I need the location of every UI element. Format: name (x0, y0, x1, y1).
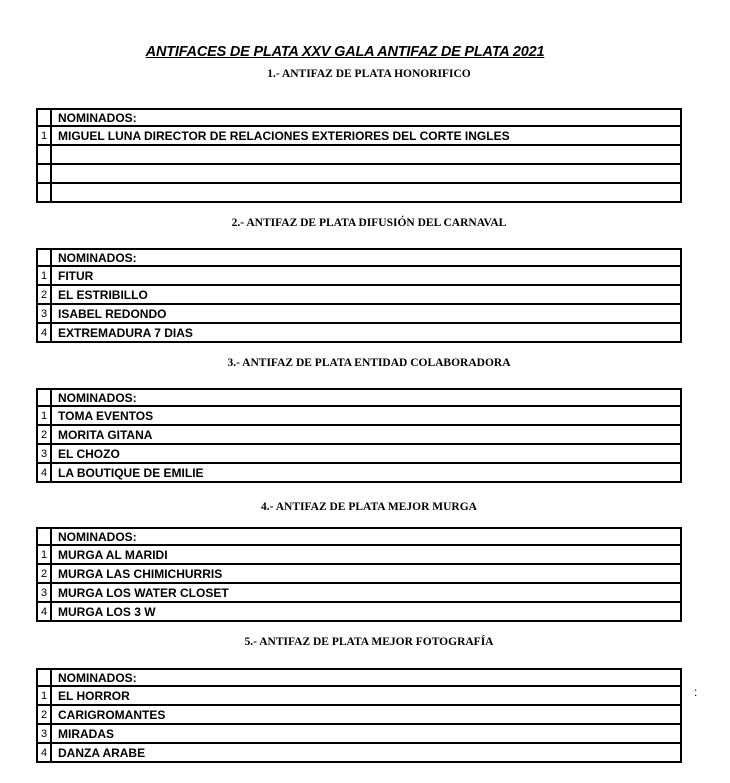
table-row (37, 406, 681, 425)
row-number (37, 183, 51, 202)
nominee-name: MURGA LAS CHIMICHURRIS (51, 564, 681, 583)
nominee-name: EXTREMADURA 7 DIAS (51, 323, 681, 342)
nominee-name: ISABEL REDONDO (51, 304, 681, 323)
row-number: 1 (37, 266, 51, 285)
margin-colon-mark: : (694, 685, 698, 699)
row-number: 1 (37, 545, 51, 564)
nominees-header: NOMINADOS: (51, 389, 681, 406)
nominee-name: EL HORROR (51, 686, 681, 705)
row-number: 2 (37, 564, 51, 583)
table-row (37, 425, 681, 444)
table-row (37, 164, 681, 183)
row-number: 1 (37, 686, 51, 705)
table-row (37, 145, 681, 164)
nominee-name: CARIGROMANTES (51, 705, 681, 724)
row-number (37, 164, 51, 183)
table-row (37, 564, 681, 583)
row-number: 4 (37, 602, 51, 621)
table-row (37, 705, 681, 724)
number-header-cell (37, 389, 51, 406)
nominee-name: TOMA EVENTOS (51, 406, 681, 425)
row-number: 2 (37, 425, 51, 444)
row-number (37, 145, 51, 164)
nominees-table-entidad-colaboradora (36, 388, 682, 483)
number-header-cell (37, 669, 51, 686)
nominee-name (51, 183, 681, 202)
table-row (37, 304, 681, 323)
document-title: ANTIFACES DE PLATA XXV GALA ANTIFAZ DE PLATA 2021 (145, 44, 545, 60)
nominee-name: MIRADAS (51, 724, 681, 743)
table-row (37, 583, 681, 602)
nominees-header: NOMINADOS: (51, 669, 681, 686)
section-title-mejor-fotografia: 5.- ANTIFAZ DE PLATA MEJOR FOTOGRAFÍA (244, 636, 494, 648)
nominees-header: NOMINADOS: (51, 249, 681, 266)
section-title-entidad-colaboradora: 3.- ANTIFAZ DE PLATA ENTIDAD COLABORADORA (227, 357, 511, 369)
table-row (37, 463, 681, 482)
nominees-table-honorifico (36, 108, 682, 203)
nominee-name: MORITA GITANA (51, 425, 681, 444)
section-title-honorifico: 1.- ANTIFAZ DE PLATA HONORIFICO (267, 68, 471, 80)
table-row (37, 686, 681, 705)
table-row (37, 323, 681, 342)
row-number: 2 (37, 705, 51, 724)
table-row (37, 444, 681, 463)
row-number: 1 (37, 126, 51, 145)
table-row (37, 743, 681, 762)
nominees-table-mejor-murga (36, 527, 682, 622)
table-row (37, 266, 681, 285)
nominee-name: FITUR (51, 266, 681, 285)
row-number: 3 (37, 444, 51, 463)
nominees-table-mejor-fotografia (36, 668, 682, 763)
table-row (37, 724, 681, 743)
nominees-header: NOMINADOS: (51, 528, 681, 545)
section-title-difusion: 2.- ANTIFAZ DE PLATA DIFUSIÓN DEL CARNAVAL (231, 217, 507, 229)
row-number: 1 (37, 406, 51, 425)
row-number: 3 (37, 583, 51, 602)
nominees-table-difusion (36, 248, 682, 343)
nominee-name: MURGA LOS 3 W (51, 602, 681, 621)
table-row (37, 183, 681, 202)
nominees-header: NOMINADOS: (51, 109, 681, 126)
row-number: 4 (37, 463, 51, 482)
row-number: 4 (37, 323, 51, 342)
table-row (37, 285, 681, 304)
number-header-cell (37, 109, 51, 126)
row-number: 2 (37, 285, 51, 304)
table-row (37, 126, 681, 145)
table-row (37, 545, 681, 564)
row-number: 3 (37, 304, 51, 323)
nominee-name: MIGUEL LUNA DIRECTOR DE RELACIONES EXTERIORES DEL CORTE INGLES (51, 126, 681, 145)
nominee-name: LA BOUTIQUE DE EMILIE (51, 463, 681, 482)
number-header-cell (37, 249, 51, 266)
nominee-name: MURGA AL MARIDI (51, 545, 681, 564)
nominee-name (51, 145, 681, 164)
nominee-name: DANZA ARABE (51, 743, 681, 762)
section-title-mejor-murga: 4.- ANTIFAZ DE PLATA MEJOR MURGA (261, 501, 477, 513)
nominee-name (51, 164, 681, 183)
nominee-name: MURGA LOS WATER CLOSET (51, 583, 681, 602)
table-row (37, 602, 681, 621)
row-number: 3 (37, 724, 51, 743)
number-header-cell (37, 528, 51, 545)
nominee-name: EL CHOZO (51, 444, 681, 463)
nominee-name: EL ESTRIBILLO (51, 285, 681, 304)
row-number: 4 (37, 743, 51, 762)
